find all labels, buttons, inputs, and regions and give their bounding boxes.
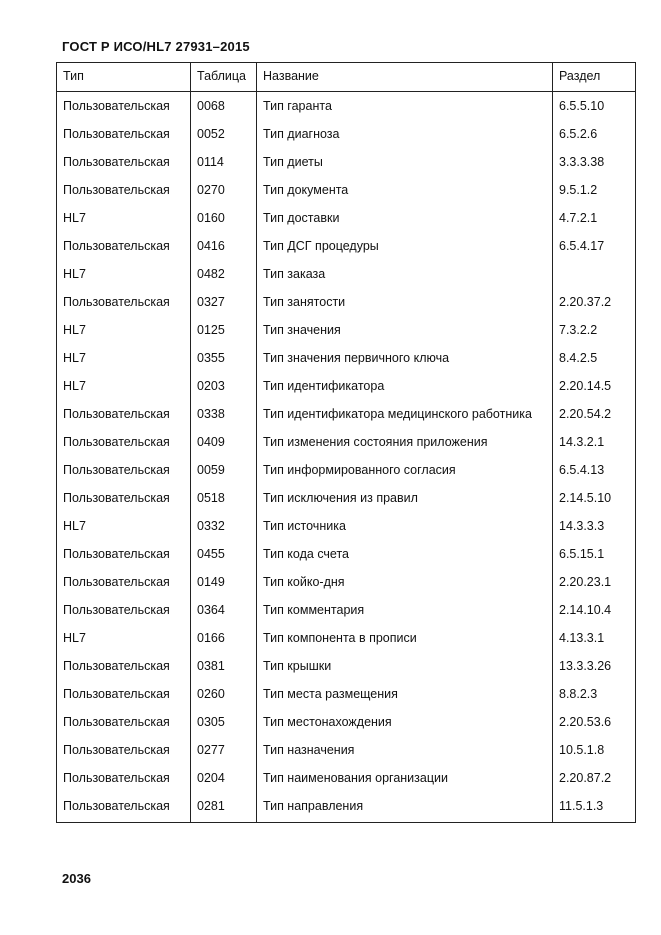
- cell-type: HL7: [57, 512, 191, 540]
- cell-type: Пользовательская: [57, 232, 191, 260]
- cell-name: Тип исключения из правил: [257, 484, 553, 512]
- cell-table-number: 0149: [191, 568, 257, 596]
- column-header-type: Тип: [57, 63, 191, 92]
- cell-type: Пользовательская: [57, 148, 191, 176]
- cell-section: 2.20.53.6: [553, 708, 636, 736]
- table-row: [57, 288, 636, 316]
- table-row: [57, 148, 636, 176]
- table-row: [57, 456, 636, 484]
- reference-table: [56, 62, 636, 823]
- cell-type: Пользовательская: [57, 736, 191, 764]
- cell-name: Тип комментария: [257, 596, 553, 624]
- cell-table-number: 0068: [191, 92, 257, 121]
- cell-section: 6.5.2.6: [553, 120, 636, 148]
- cell-section: 2.20.87.2: [553, 764, 636, 792]
- table-row: [57, 708, 636, 736]
- cell-name: Тип ДСГ процедуры: [257, 232, 553, 260]
- cell-table-number: 0204: [191, 764, 257, 792]
- page-header: ГОСТ Р ИСО/HL7 27931–2015: [62, 39, 250, 54]
- cell-table-number: 0338: [191, 400, 257, 428]
- cell-type: Пользовательская: [57, 568, 191, 596]
- cell-table-number: 0455: [191, 540, 257, 568]
- cell-table-number: 0260: [191, 680, 257, 708]
- table-row: [57, 624, 636, 652]
- cell-section: 8.4.2.5: [553, 344, 636, 372]
- table-row: [57, 484, 636, 512]
- table-row: [57, 652, 636, 680]
- cell-table-number: 0381: [191, 652, 257, 680]
- cell-name: Тип наименования организации: [257, 764, 553, 792]
- cell-section: 8.8.2.3: [553, 680, 636, 708]
- cell-name: Тип документа: [257, 176, 553, 204]
- cell-section: 2.20.37.2: [553, 288, 636, 316]
- cell-table-number: 0166: [191, 624, 257, 652]
- cell-type: Пользовательская: [57, 792, 191, 822]
- table-row: [57, 344, 636, 372]
- cell-type: HL7: [57, 260, 191, 288]
- table-row: [57, 120, 636, 148]
- table-row: [57, 232, 636, 260]
- cell-name: Тип доставки: [257, 204, 553, 232]
- cell-table-number: 0114: [191, 148, 257, 176]
- table-row: [57, 372, 636, 400]
- cell-table-number: 0327: [191, 288, 257, 316]
- cell-table-number: 0409: [191, 428, 257, 456]
- cell-type: Пользовательская: [57, 288, 191, 316]
- cell-table-number: 0364: [191, 596, 257, 624]
- cell-table-number: 0270: [191, 176, 257, 204]
- table-row: [57, 568, 636, 596]
- cell-section: 4.7.2.1: [553, 204, 636, 232]
- cell-name: Тип изменения состояния приложения: [257, 428, 553, 456]
- table-row: [57, 736, 636, 764]
- cell-table-number: 0518: [191, 484, 257, 512]
- page-number: 2036: [62, 871, 91, 886]
- cell-type: HL7: [57, 372, 191, 400]
- cell-section: 11.5.1.3: [553, 792, 636, 822]
- cell-section: 14.3.2.1: [553, 428, 636, 456]
- cell-name: Тип компонента в прописи: [257, 624, 553, 652]
- cell-type: Пользовательская: [57, 428, 191, 456]
- cell-name: Тип заказа: [257, 260, 553, 288]
- cell-type: Пользовательская: [57, 596, 191, 624]
- column-header-name: Название: [257, 63, 553, 92]
- table-row: [57, 428, 636, 456]
- cell-section: 14.3.3.3: [553, 512, 636, 540]
- cell-type: HL7: [57, 204, 191, 232]
- cell-section: 2.20.23.1: [553, 568, 636, 596]
- table-row: [57, 764, 636, 792]
- table-row: [57, 512, 636, 540]
- cell-table-number: 0355: [191, 344, 257, 372]
- cell-name: Тип значения первичного ключа: [257, 344, 553, 372]
- cell-name: Тип койко-дня: [257, 568, 553, 596]
- cell-name: Тип диеты: [257, 148, 553, 176]
- cell-name: Тип местонахождения: [257, 708, 553, 736]
- cell-type: HL7: [57, 624, 191, 652]
- cell-name: Тип идентификатора: [257, 372, 553, 400]
- cell-name: Тип идентификатора медицинского работника: [257, 400, 553, 428]
- cell-table-number: 0482: [191, 260, 257, 288]
- table-row: [57, 316, 636, 344]
- cell-type: Пользовательская: [57, 400, 191, 428]
- cell-section: 2.20.14.5: [553, 372, 636, 400]
- cell-section: 3.3.3.38: [553, 148, 636, 176]
- cell-type: Пользовательская: [57, 176, 191, 204]
- column-header-table: Таблица: [191, 63, 257, 92]
- cell-type: Пользовательская: [57, 708, 191, 736]
- cell-table-number: 0277: [191, 736, 257, 764]
- table-row: [57, 176, 636, 204]
- cell-name: Тип направления: [257, 792, 553, 822]
- cell-section: 9.5.1.2: [553, 176, 636, 204]
- cell-type: Пользовательская: [57, 540, 191, 568]
- cell-name: Тип назначения: [257, 736, 553, 764]
- cell-name: Тип кода счета: [257, 540, 553, 568]
- table-row: [57, 400, 636, 428]
- cell-type: Пользовательская: [57, 652, 191, 680]
- cell-type: Пользовательская: [57, 680, 191, 708]
- cell-section: 6.5.5.10: [553, 92, 636, 121]
- cell-name: Тип крышки: [257, 652, 553, 680]
- cell-name: Тип диагноза: [257, 120, 553, 148]
- cell-type: HL7: [57, 344, 191, 372]
- table-row: [57, 92, 636, 121]
- cell-table-number: 0052: [191, 120, 257, 148]
- cell-section: 4.13.3.1: [553, 624, 636, 652]
- cell-section: 2.14.5.10: [553, 484, 636, 512]
- cell-type: Пользовательская: [57, 484, 191, 512]
- cell-name: Тип занятости: [257, 288, 553, 316]
- cell-table-number: 0281: [191, 792, 257, 822]
- cell-section: 7.3.2.2: [553, 316, 636, 344]
- cell-name: Тип гаранта: [257, 92, 553, 121]
- cell-name: Тип информированного согласия: [257, 456, 553, 484]
- cell-type: Пользовательская: [57, 764, 191, 792]
- table-row: [57, 680, 636, 708]
- table-header-row: [57, 63, 636, 92]
- cell-section: 6.5.4.13: [553, 456, 636, 484]
- cell-section: [553, 260, 636, 288]
- cell-table-number: 0160: [191, 204, 257, 232]
- cell-type: Пользовательская: [57, 120, 191, 148]
- cell-table-number: 0203: [191, 372, 257, 400]
- cell-section: 6.5.15.1: [553, 540, 636, 568]
- table-row: [57, 792, 636, 822]
- table-row: [57, 596, 636, 624]
- cell-section: 2.14.10.4: [553, 596, 636, 624]
- cell-table-number: 0305: [191, 708, 257, 736]
- cell-type: Пользовательская: [57, 92, 191, 121]
- table-row: [57, 540, 636, 568]
- cell-section: 10.5.1.8: [553, 736, 636, 764]
- cell-name: Тип места размещения: [257, 680, 553, 708]
- table-row: [57, 204, 636, 232]
- cell-table-number: 0332: [191, 512, 257, 540]
- cell-table-number: 0059: [191, 456, 257, 484]
- cell-section: 13.3.3.26: [553, 652, 636, 680]
- cell-name: Тип значения: [257, 316, 553, 344]
- table-row: [57, 260, 636, 288]
- cell-type: HL7: [57, 316, 191, 344]
- cell-section: 2.20.54.2: [553, 400, 636, 428]
- cell-table-number: 0125: [191, 316, 257, 344]
- column-header-section: Раздел: [553, 63, 636, 92]
- cell-type: Пользовательская: [57, 456, 191, 484]
- cell-section: 6.5.4.17: [553, 232, 636, 260]
- cell-name: Тип источника: [257, 512, 553, 540]
- cell-table-number: 0416: [191, 232, 257, 260]
